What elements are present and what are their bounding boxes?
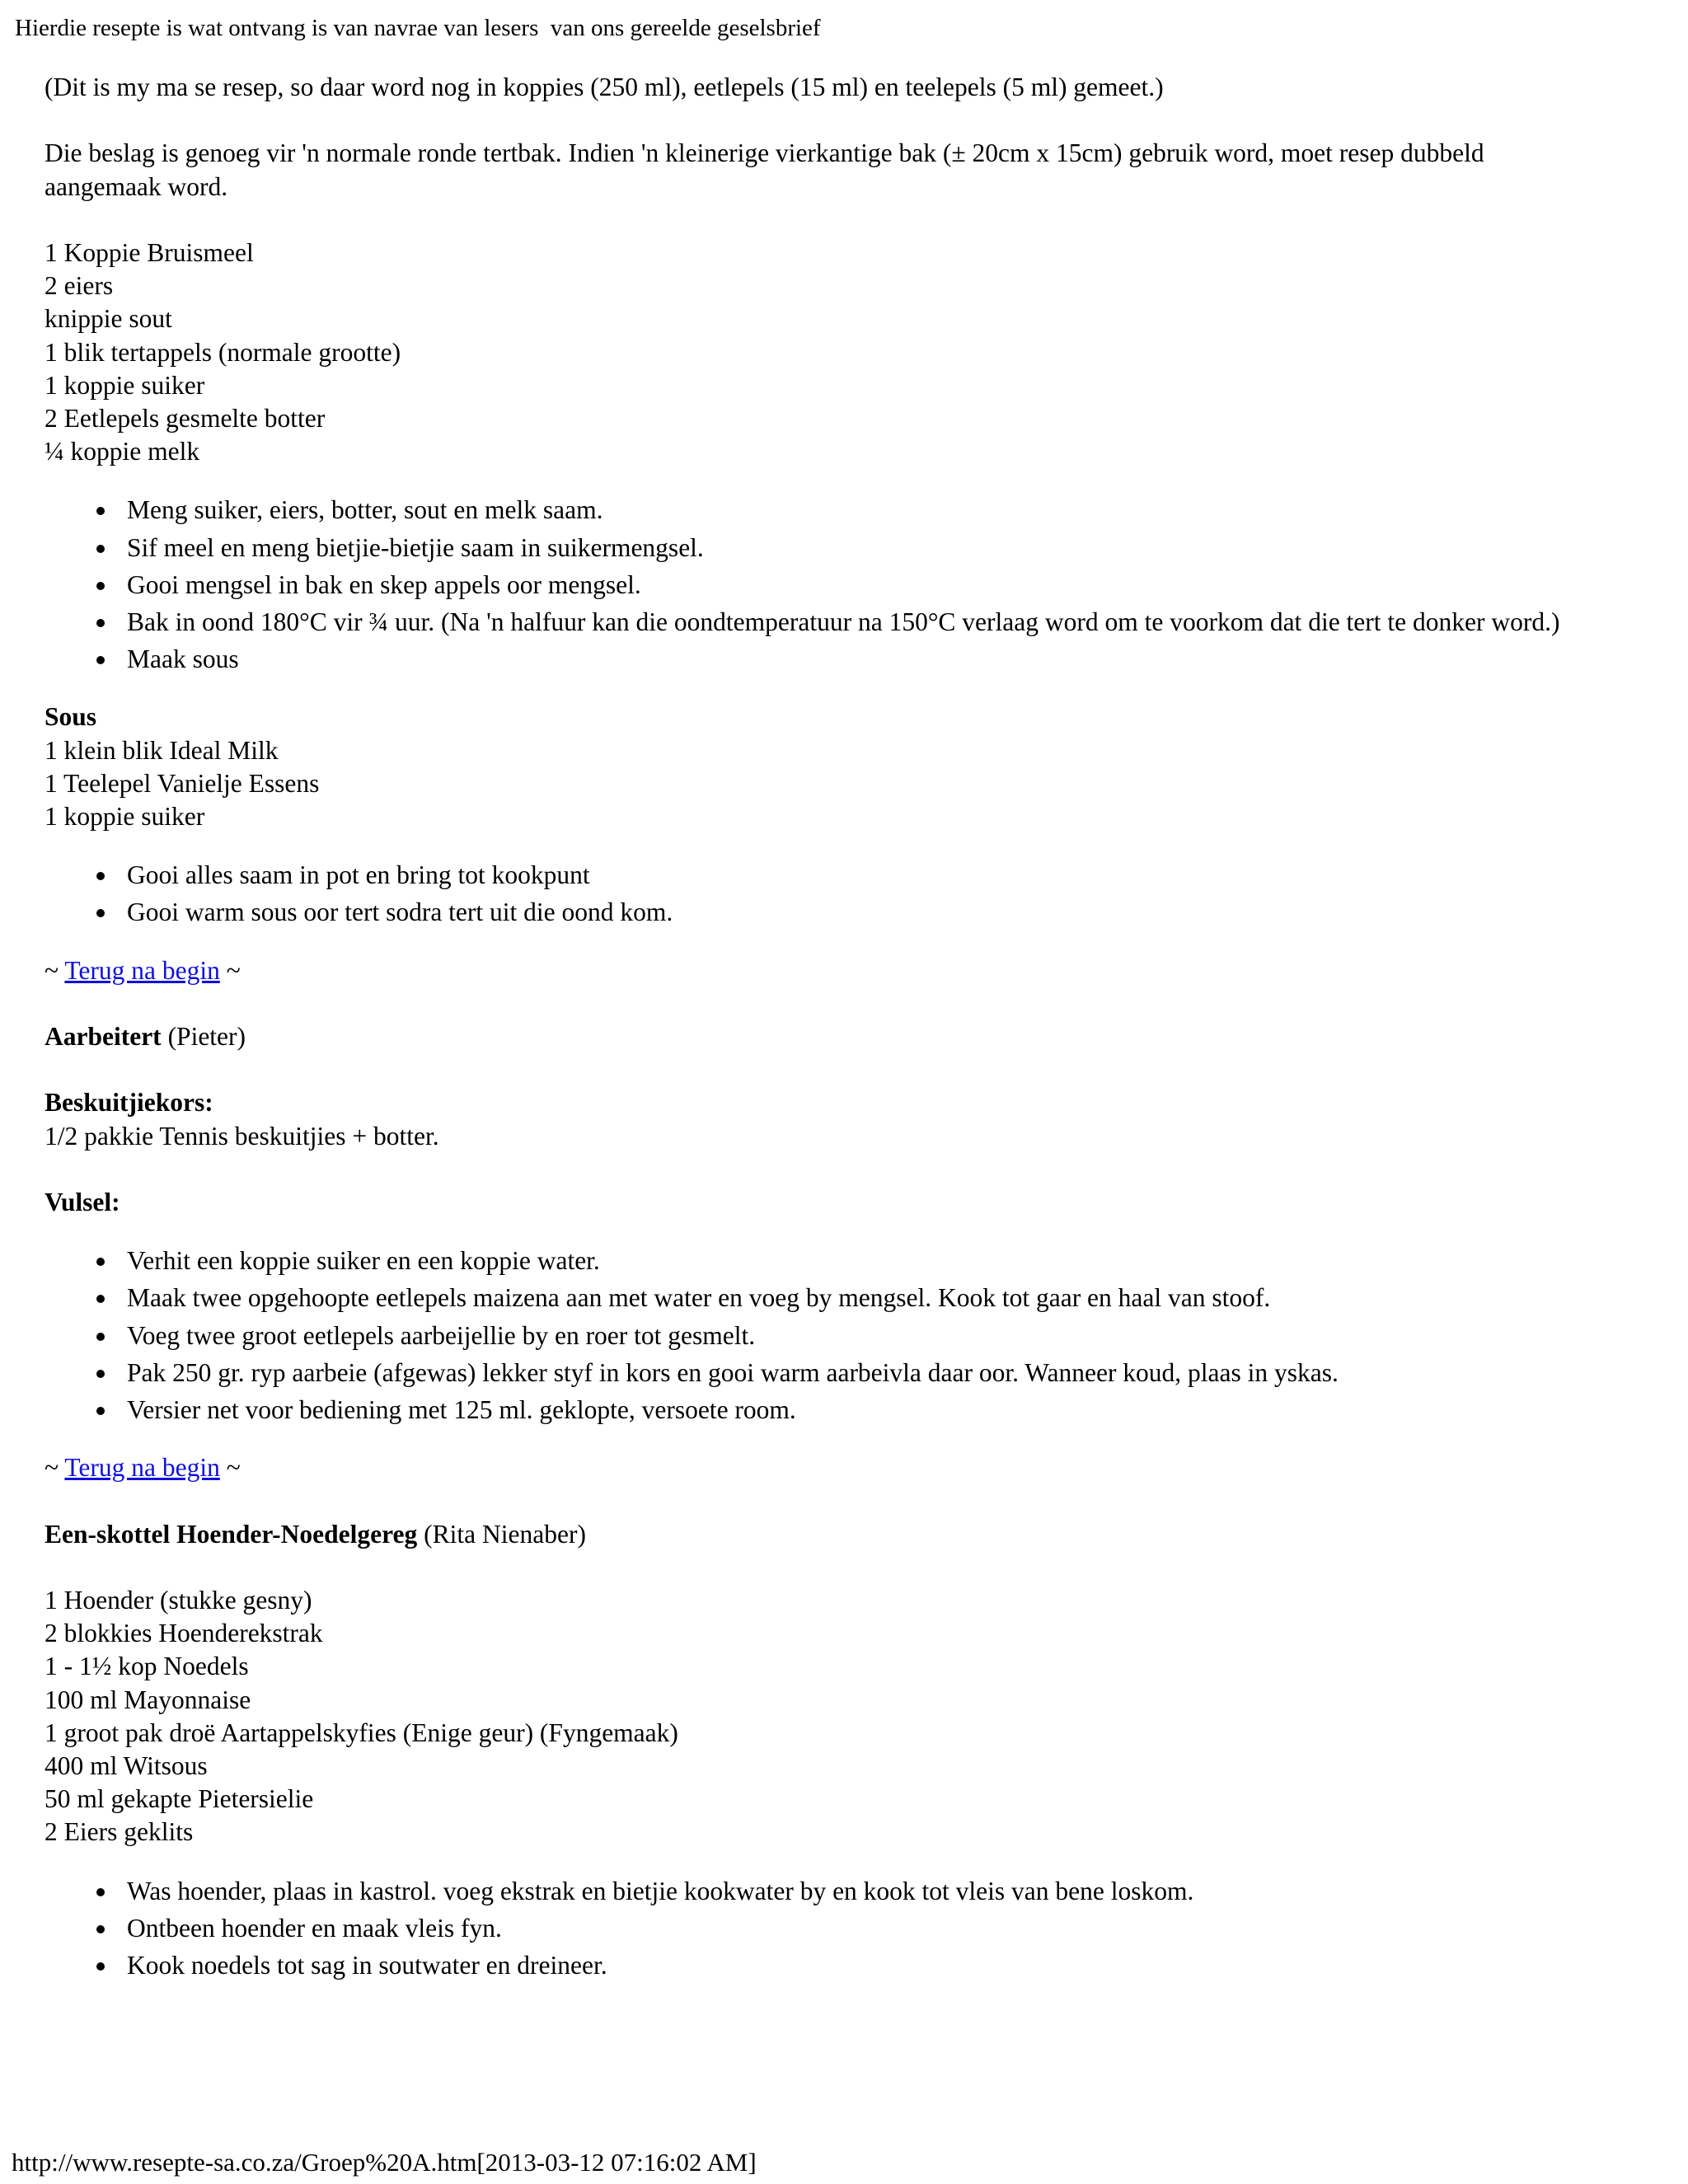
- ingredient-line: 1 koppie suiker: [45, 802, 205, 832]
- list-item: Versier net voor bediening met 125 ml. geklopte, versoete room.: [127, 1391, 1660, 1428]
- crust-heading: Beskuitjiekors:: [45, 1088, 213, 1118]
- back-to-top-link[interactable]: Terug na begin: [64, 1453, 220, 1483]
- ingredient-line: 100 ml Mayonnaise: [45, 1685, 251, 1714]
- recipe3-ingredients: [45, 1584, 1660, 1849]
- page-header: Hierdie resepte is wat ontvang is van navrae van lesers van ons gereelde geselsbrief: [15, 15, 821, 41]
- back-to-top-link[interactable]: Terug na begin: [64, 955, 220, 985]
- list-item: Meng suiker, eiers, botter, sout en melk saam.: [127, 491, 1660, 528]
- sauce-steps: [45, 856, 1660, 930]
- list-item: Pak 250 gr. ryp aarbeie (afgewas) lekker styf in kors en gooi warm aarbeivla daar oor. Wanneer koud, plaas in yskas.: [127, 1354, 1660, 1391]
- list-item: Gooi alles saam in pot en bring tot kookpunt: [127, 856, 1660, 893]
- sauce-heading: Sous: [45, 702, 97, 732]
- list-item: Sif meel en meng bietjie-bietjie saam in suikermengsel.: [127, 529, 1660, 566]
- page-content: [45, 71, 1660, 1984]
- recipe1-note-line1: Die beslag is genoeg vir 'n normale ronde tertbak. Indien 'n kleinerige vierkantige bak (± 20cm x 15cm) gebruik word, moet resep dubbeld: [45, 138, 1484, 168]
- recipe1-intro: (Dit is my ma se resep, so daar word nog in koppies (250 ml), eetlepels (15 ml) en teelepels (5 ml) gemeet.): [45, 73, 1164, 101]
- ingredient-line: 2 blokkies Hoenderekstrak: [45, 1619, 323, 1648]
- ingredient-line: 2 Eetlepels gesmelte botter: [45, 404, 326, 433]
- list-item: Maak twee opgehoopte eetlepels maizena aan met water en voeg by mengsel. Kook tot gaar en haal van stoof.: [127, 1279, 1660, 1316]
- list-item: Kook noedels tot sag in soutwater en dreineer.: [127, 1947, 1660, 1984]
- crust-text: 1/2 pakkie Tennis beskuitjies + botter.: [45, 1121, 439, 1151]
- ingredient-line: 1 Teelepel Vanielje Essens: [45, 768, 320, 798]
- list-item: Ontbeen hoender en maak vleis fyn.: [127, 1910, 1660, 1947]
- ingredient-line: 1 Hoender (stukke gesny): [45, 1586, 312, 1615]
- ingredient-line: 2 Eiers geklits: [45, 1817, 194, 1847]
- list-item: Voeg twee groot eetlepels aarbeijellie by en roer tot gesmelt.: [127, 1317, 1660, 1354]
- recipe1-ingredients: [45, 237, 1660, 468]
- ingredient-line: 50 ml gekapte Pietersielie: [45, 1784, 314, 1814]
- list-item: Was hoender, plaas in kastrol. voeg ekstrak en bietjie kookwater by en kook tot vleis van bene loskom.: [127, 1872, 1660, 1910]
- back-to-top: ~ Terug na begin ~: [45, 1453, 241, 1483]
- recipe3-steps: [45, 1872, 1660, 1985]
- ingredient-line: 400 ml Witsous: [45, 1751, 208, 1781]
- ingredient-line: 1 klein blik Ideal Milk: [45, 735, 279, 765]
- list-item: Gooi mengsel in bak en skep appels oor mengsel.: [127, 566, 1660, 603]
- list-item: Bak in oond 180°C vir ¾ uur. (Na 'n halfuur kan die oondtemperatuur na 150°C verlaag word om te voorkom dat die tert te donker word.): [127, 603, 1660, 640]
- recipe2-steps: [45, 1242, 1660, 1428]
- page-footer-url: http://www.resepte-sa.co.za/Groep%20A.htm[2013-03-12 07:16:02 AM]: [12, 2148, 757, 2177]
- ingredient-line: 1 groot pak droë Aartappelskyfies (Enige geur) (Fyngemaak): [45, 1718, 678, 1747]
- list-item: Verhit een koppie suiker en een koppie water.: [127, 1242, 1660, 1279]
- ingredient-line: ¼ koppie melk: [45, 437, 200, 466]
- recipe1-note-line2: aangemaak word.: [45, 171, 228, 201]
- recipe3-title: Een-skottel Hoender-Noedelgereg (Rita Nienaber): [45, 1519, 586, 1549]
- sauce-ingredients: [45, 734, 1660, 834]
- ingredient-line: 1 - 1½ kop Noedels: [45, 1652, 249, 1681]
- ingredient-line: 1 koppie suiker: [45, 370, 205, 400]
- ingredient-line: 2 eiers: [45, 271, 114, 301]
- list-item: Gooi warm sous oor tert sodra tert uit die oond kom.: [127, 893, 1660, 930]
- back-to-top: ~ Terug na begin ~: [45, 955, 241, 985]
- recipe1-steps: [45, 491, 1660, 677]
- ingredient-line: 1 blik tertappels (normale grootte): [45, 337, 401, 367]
- ingredient-line: knippie sout: [45, 304, 172, 334]
- ingredient-line: 1 Koppie Bruismeel: [45, 237, 254, 267]
- recipe2-title: Aarbeitert (Pieter): [45, 1022, 246, 1052]
- list-item: Maak sous: [127, 640, 1660, 677]
- filling-heading: Vulsel:: [45, 1188, 120, 1217]
